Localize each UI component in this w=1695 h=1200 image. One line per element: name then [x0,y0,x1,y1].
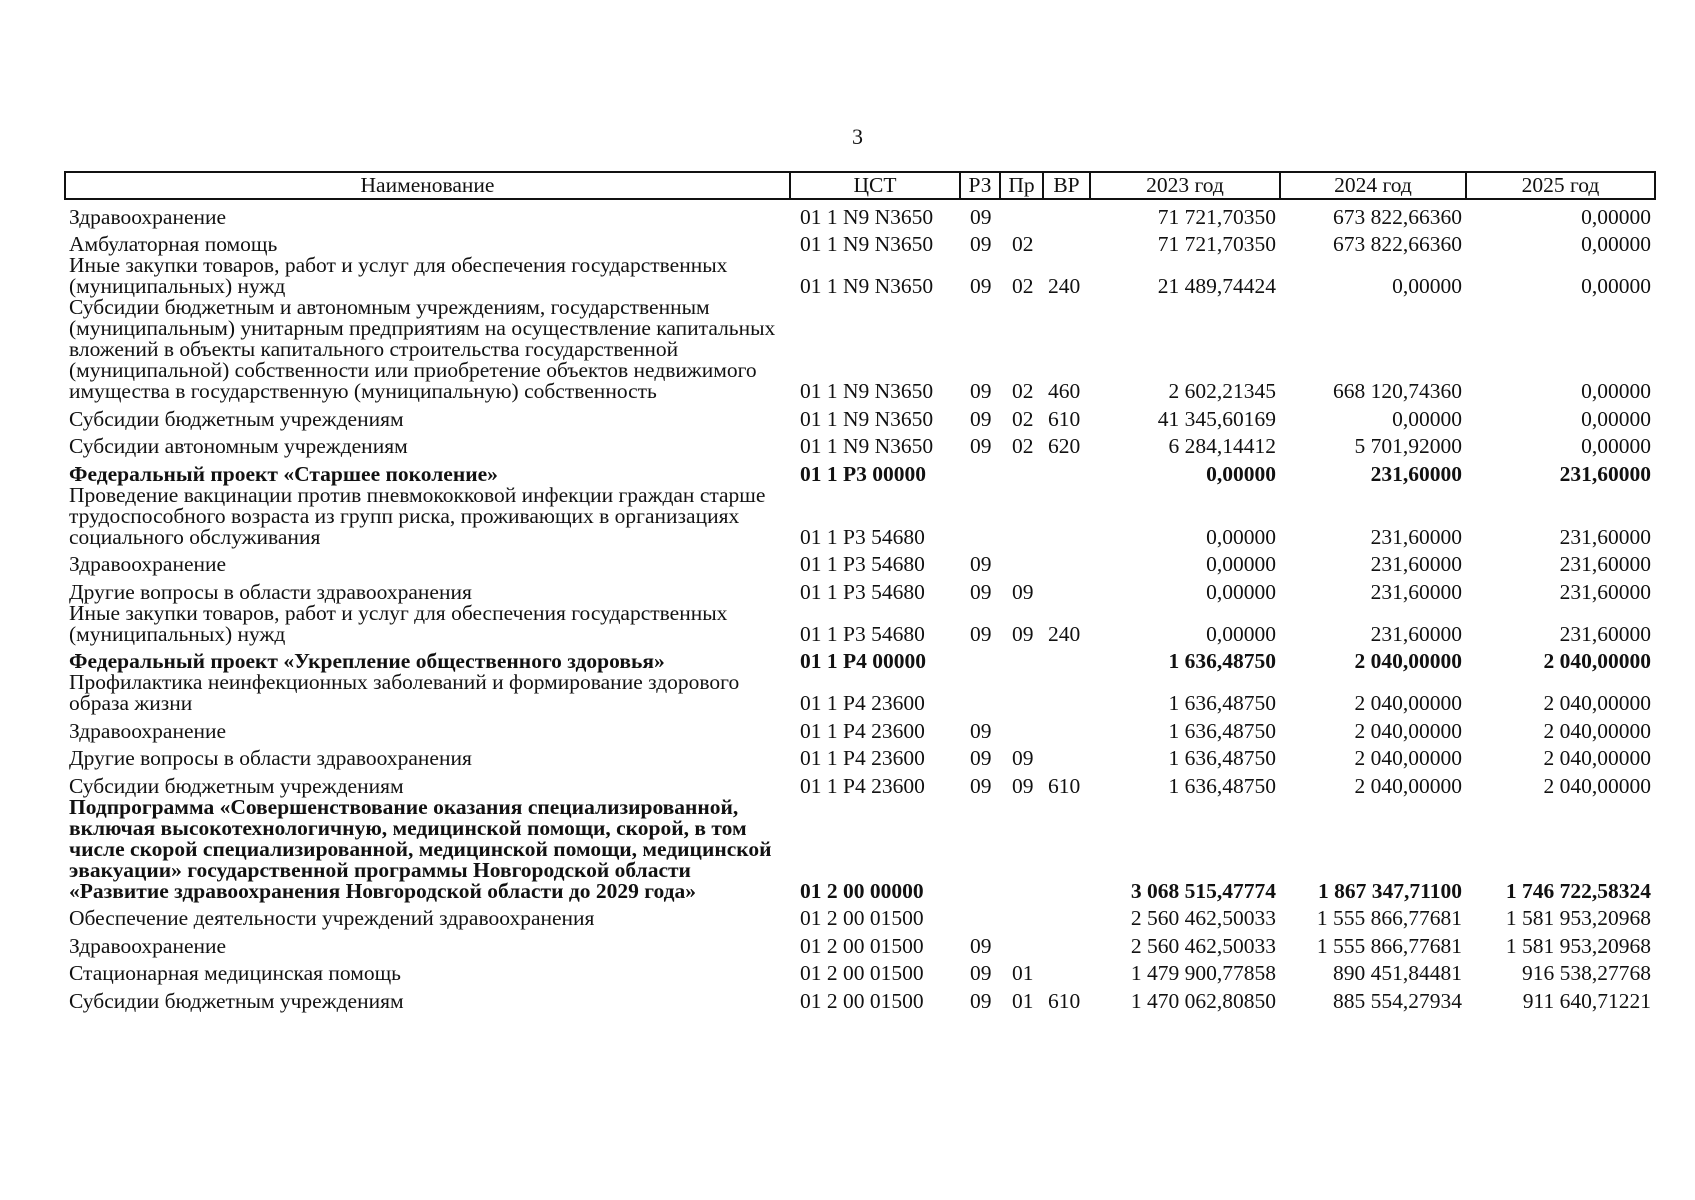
cell-name: Федеральный проект «Старшее поколение» [69,461,498,486]
header-vr: ВР [1043,172,1090,199]
cell-2023: 2 560 462,50033 [1130,933,1276,958]
cell-name: Профилактика неинфекционных заболеваний и формирование здорового образа жизни [69,670,740,715]
cell-vr [1043,902,1090,930]
cell-vr [1043,645,1090,673]
cell-cst: 01 1 N9 N3650 [800,274,934,298]
cell-rz [960,457,1000,485]
cell-2025: 2 040,00000 [1543,773,1651,798]
cell-2025: 231,60000 [1559,524,1651,549]
cell-vr [1043,957,1090,985]
cell-2025: 231,60000 [1559,579,1651,604]
cell-2024: 890 451,84481 [1333,961,1462,985]
cell-pr [1000,672,1043,714]
cell-2024: 2 040,00000 [1354,718,1462,743]
cell-rz: 09 [970,379,992,403]
cell-2025: 1 746 722,58324 [1505,878,1651,903]
cell-2023: 41 345,60169 [1157,406,1276,431]
cell-cst: 01 1 N9 N3650 [800,232,934,256]
cell-2024: 1 867 347,71100 [1318,878,1462,903]
cell-rz: 09 [970,406,992,431]
cell-rz: 09 [970,718,992,743]
cell-2025: 2 040,00000 [1543,691,1651,715]
cell-2023: 71 721,70350 [1157,204,1276,229]
cell-2025: 231,60000 [1559,621,1651,646]
table-row [65,402,1655,430]
cell-cst: 01 1 N9 N3650 [800,379,934,403]
cell-cst: 01 1 P4 23600 [800,746,925,770]
header-2023: 2023 год [1090,172,1280,199]
table-row [65,797,1655,902]
cell-pr: 02 [1012,406,1034,431]
cell-rz: 09 [970,961,992,985]
cell-2023: 1 470 062,80850 [1130,988,1276,1013]
cell-2023: 1 636,48750 [1168,649,1276,673]
cell-2025: 2 040,00000 [1543,649,1651,673]
cell-name: Здравоохранение [69,552,227,576]
cell-vr: 610 [1048,988,1081,1013]
table-row [65,902,1655,930]
cell-2024: 673 822,66360 [1333,232,1462,256]
cell-pr: 09 [1012,773,1034,798]
cell-rz [960,485,1000,548]
cell-rz [960,902,1000,930]
table-row [65,714,1655,742]
cell-2025: 0,00000 [1581,204,1651,229]
cell-rz: 09 [970,232,992,256]
cell-2023: 1 636,48750 [1168,773,1276,798]
cell-vr: 610 [1048,773,1081,798]
cell-name: Иные закупки товаров, работ и услуг для обеспечения государственных (муниципальных) нужд [69,600,728,646]
cell-2023: 0,00000 [1206,552,1276,576]
cell-pr [1000,929,1043,957]
table-row [65,255,1655,297]
cell-rz: 09 [970,621,992,646]
cell-vr [1043,714,1090,742]
budget-table [64,171,1656,1012]
cell-2025: 1 581 953,20968 [1505,933,1651,958]
cell-pr: 01 [1012,988,1034,1013]
cell-name: Федеральный проект «Укрепление общественного здоровья» [69,649,665,673]
cell-vr [1043,929,1090,957]
cell-name: Субсидии бюджетным учреждениям [69,406,404,431]
cell-2023: 1 636,48750 [1168,718,1276,743]
cell-2024: 0,00000 [1392,406,1462,431]
table-row [65,199,1655,228]
cell-rz: 09 [970,204,992,229]
header-name: Наименование [65,172,790,199]
cell-cst: 01 1 P3 54680 [800,552,925,576]
cell-cst: 01 1 P4 23600 [800,718,925,743]
cell-pr: 01 [1012,961,1034,985]
table-row [65,603,1655,645]
cell-pr [1000,714,1043,742]
cell-cst: 01 1 P3 54680 [800,621,925,646]
table-row [65,672,1655,714]
cell-2024: 2 040,00000 [1354,649,1462,673]
table-row [65,957,1655,985]
table-row [65,984,1655,1012]
cell-rz: 09 [970,988,992,1013]
page-number: 3 [852,124,863,149]
cell-cst: 01 1 P4 00000 [800,649,927,673]
cell-2025: 0,00000 [1581,232,1651,256]
cell-rz [960,645,1000,673]
cell-vr: 620 [1048,434,1081,458]
cell-2025: 2 040,00000 [1543,718,1651,743]
cell-rz [960,797,1000,902]
cell-vr: 240 [1048,621,1081,646]
cell-2025: 916 538,27768 [1522,961,1651,985]
cell-2023: 1 479 900,77858 [1130,961,1276,985]
table-body [65,199,1655,1012]
table-row [65,769,1655,797]
cell-2024: 1 555 866,77681 [1316,933,1462,958]
cell-rz: 09 [970,274,992,298]
cell-vr: 610 [1048,406,1081,431]
cell-2025: 0,00000 [1581,274,1651,298]
cell-cst: 01 2 00 01500 [800,933,924,958]
cell-vr [1043,575,1090,603]
cell-2023: 0,00000 [1206,524,1276,549]
cell-2024: 231,60000 [1370,552,1462,576]
header-pr: Пр [1000,172,1043,199]
cell-2023: 0,00000 [1206,461,1276,486]
table-row [65,228,1655,256]
cell-vr [1043,742,1090,770]
cell-2023: 2 560 462,50033 [1130,906,1276,930]
cell-rz: 09 [970,773,992,798]
cell-cst: 01 1 P3 54680 [800,524,925,549]
cell-2023: 3 068 515,47774 [1130,878,1276,903]
table-row [65,645,1655,673]
cell-vr [1043,228,1090,256]
cell-cst: 01 1 N9 N3650 [800,204,934,229]
cell-2024: 673 822,66360 [1333,204,1462,229]
header-2025: 2025 год [1466,172,1655,199]
cell-name: Субсидии автономным учреждениям [69,434,408,458]
cell-cst: 01 2 00 01500 [800,906,924,930]
cell-cst: 01 2 00 01500 [800,988,924,1013]
cell-cst: 01 1 P4 23600 [800,773,925,798]
cell-cst: 01 1 P3 54680 [800,579,925,604]
cell-2025: 231,60000 [1559,552,1651,576]
table-header-row [65,172,1655,199]
cell-rz: 09 [970,933,992,958]
cell-name: Иные закупки товаров, работ и услуг для обеспечения государственных (муниципальных) нужд [69,253,728,298]
table-row [65,548,1655,576]
cell-2025: 2 040,00000 [1543,746,1651,770]
cell-rz: 09 [970,746,992,770]
cell-2024: 231,60000 [1370,524,1462,549]
cell-name: Другие вопросы в области здравоохранения [69,746,472,770]
table-row [65,297,1655,402]
cell-vr [1043,672,1090,714]
cell-2024: 231,60000 [1370,621,1462,646]
cell-vr: 460 [1048,379,1081,403]
cell-pr: 02 [1012,379,1034,403]
cell-pr [1000,797,1043,902]
cell-name: Амбулаторная помощь [69,232,278,256]
cell-2023: 1 636,48750 [1168,746,1276,770]
cell-pr [1000,457,1043,485]
cell-2024: 0,00000 [1392,274,1462,298]
table-row [65,742,1655,770]
cell-2025: 1 581 953,20968 [1505,906,1651,930]
cell-pr: 09 [1012,621,1034,646]
header-2024: 2024 год [1280,172,1466,199]
cell-name: Здравоохранение [69,204,227,229]
cell-2023: 6 284,14412 [1168,434,1276,458]
cell-2025: 0,00000 [1581,406,1651,431]
cell-cst: 01 1 P3 00000 [800,461,927,486]
cell-pr [1000,485,1043,548]
header-rz: РЗ [960,172,1000,199]
cell-2024: 5 701,92000 [1354,434,1462,458]
cell-rz: 09 [970,552,992,576]
cell-2024: 2 040,00000 [1354,746,1462,770]
cell-2024: 668 120,74360 [1333,379,1462,403]
table-row [65,575,1655,603]
cell-vr [1043,485,1090,548]
cell-2023: 0,00000 [1206,621,1276,646]
table-row [65,485,1655,548]
cell-2023: 1 636,48750 [1168,691,1276,715]
cell-vr [1043,797,1090,902]
cell-2023: 0,00000 [1206,579,1276,604]
cell-name: Субсидии бюджетным учреждениям [69,773,404,798]
cell-pr: 02 [1012,274,1034,298]
cell-rz [960,672,1000,714]
cell-name: Субсидии бюджетным и автономным учреждениям, государственным (муниципальным) унитарным предприятиям на осуществление капитальных вложений в объекты капитального строительства государственной (муниципальной) собственности или приобретение объектов недвижимого имущества в государственную (муниципальную) собственность [69,295,776,403]
cell-2024: 231,60000 [1370,579,1462,604]
cell-pr [1000,548,1043,576]
cell-vr: 240 [1048,274,1081,298]
cell-pr: 09 [1012,746,1034,770]
cell-2023: 2 602,21345 [1168,379,1276,403]
cell-2024: 885 554,27934 [1333,988,1462,1013]
cell-2023: 21 489,74424 [1157,274,1276,298]
cell-cst: 01 1 N9 N3650 [800,434,934,458]
cell-cst: 01 2 00 01500 [800,961,924,985]
cell-name: Субсидии бюджетным учреждениям [69,988,404,1013]
cell-pr: 09 [1012,579,1034,604]
cell-2024: 2 040,00000 [1354,691,1462,715]
cell-cst: 01 1 P4 23600 [800,691,925,715]
table-row [65,929,1655,957]
cell-name: Другие вопросы в области здравоохранения [69,579,472,604]
cell-2025: 911 640,71221 [1522,988,1651,1013]
cell-2023: 71 721,70350 [1157,232,1276,256]
cell-name: Подпрограмма «Совершенствование оказания специализированной, включая высокотехнологичную, медицинской помощи, скорой, в том числе скорой специализированной, медицинской помощи, медицинской эвакуации» государственной программы Новгородской области «Развитие здравоохранения Новгородской области до 2029 года» [69,794,772,903]
cell-vr [1043,548,1090,576]
cell-vr [1043,457,1090,485]
cell-cst: 01 2 00 00000 [800,878,924,903]
cell-pr: 02 [1012,434,1034,458]
cell-name: Здравоохранение [69,718,227,743]
cell-vr [1043,199,1090,228]
cell-2024: 2 040,00000 [1354,773,1462,798]
cell-rz: 09 [970,579,992,604]
cell-name: Здравоохранение [69,933,227,958]
table-row [65,457,1655,485]
cell-rz: 09 [970,434,992,458]
cell-name: Проведение вакцинации против пневмококковой инфекции граждан старше трудоспособного возраста из групп риска, проживающих в организациях социального обслуживания [69,482,766,549]
cell-pr: 02 [1012,232,1034,256]
cell-name: Стационарная медицинская помощь [69,961,401,985]
cell-2025: 0,00000 [1581,434,1651,458]
cell-2025: 0,00000 [1581,379,1651,403]
cell-pr [1000,902,1043,930]
cell-2025: 231,60000 [1559,461,1651,486]
table-header [65,172,1655,199]
cell-cst: 01 1 N9 N3650 [800,406,934,431]
cell-2024: 231,60000 [1370,461,1462,486]
table-row [65,430,1655,458]
header-cst: ЦСТ [790,172,960,199]
cell-2024: 1 555 866,77681 [1316,906,1462,930]
cell-name: Обеспечение деятельности учреждений здравоохранения [69,906,595,930]
cell-pr [1000,645,1043,673]
cell-pr [1000,199,1043,228]
